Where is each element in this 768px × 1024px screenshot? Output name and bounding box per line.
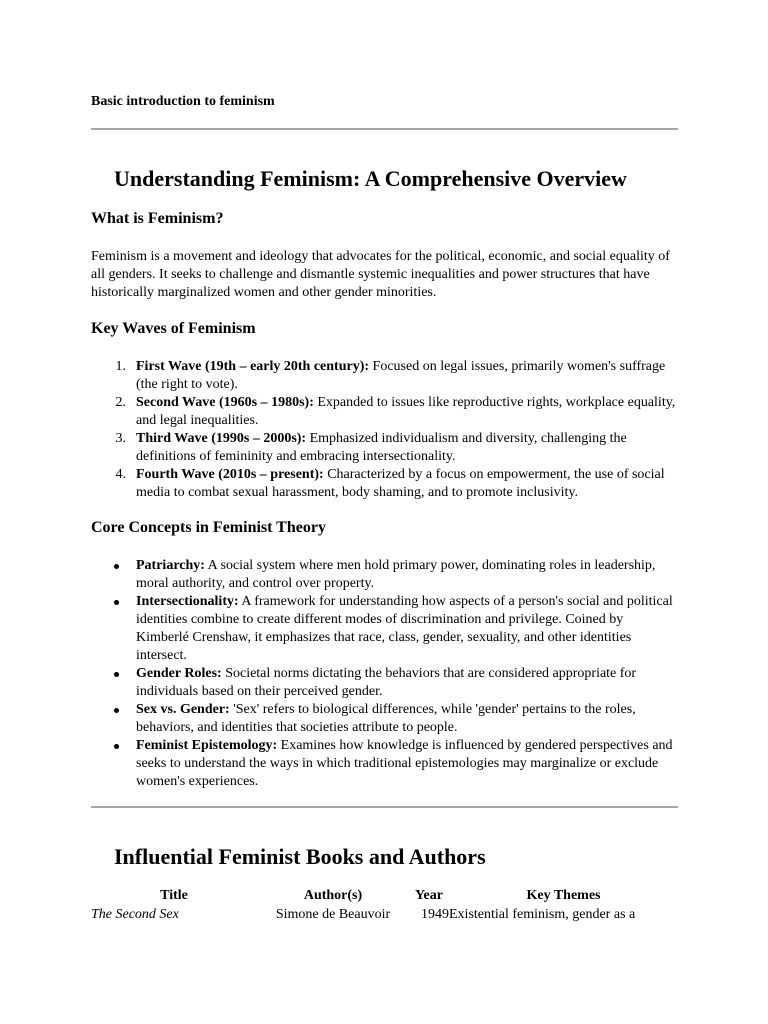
concept-term: Feminist Epistemology: — [136, 738, 278, 753]
wave-description: Characterized by a focus on empowerment, the use of social media to combat sexual harassment, body shaming, and to promote inclusivity. — [136, 467, 665, 500]
book-title-cell: The Second Sex — [91, 907, 179, 922]
bullet-icon — [114, 744, 119, 749]
concept-description: A social system where men hold primary power, dominating roles in leadership, moral authority, and control over property. — [136, 558, 656, 591]
list-item — [91, 665, 678, 701]
concept-term: Patriarchy: — [136, 558, 205, 573]
books-heading: Influential Feminist Books and Authors — [114, 844, 486, 869]
document-title: Basic introduction to feminism — [91, 94, 275, 109]
list-item — [91, 358, 678, 394]
list-number: 1. — [115, 359, 126, 374]
column-header-authors: Author(s) — [303, 888, 363, 903]
wave-description: Focused on legal issues, primarily women's suffrage (the right to vote). — [136, 359, 666, 392]
section-heading-waves: Key Waves of Feminism — [91, 320, 256, 337]
concept-description: Examines how knowledge is influenced by gendered perspectives and seeks to understand the ways in which traditional epistemologies may marginalize or exclude women's experiences. — [136, 738, 673, 789]
concept-term: Sex vs. Gender: — [136, 702, 230, 717]
column-header-key-themes: Key Themes — [526, 888, 601, 903]
concept-description: A framework for understanding how aspects of a person's social and political identities combine to create different modes of discrimination and privilege. Coined by Kimberlé Crenshaw, it emphasizes that race, class, gender, sexuality, and other identities intersect. — [136, 594, 673, 663]
bullet-icon — [114, 708, 119, 713]
concepts-list — [91, 557, 678, 791]
table-row — [91, 906, 678, 925]
list-item — [91, 430, 678, 466]
section-heading-what-is: What is Feminism? — [91, 210, 224, 227]
list-number: 4. — [115, 467, 126, 482]
bullet-icon — [114, 672, 119, 677]
wave-description: Expanded to issues like reproductive rights, workplace equality, and legal inequalities. — [136, 395, 676, 428]
column-header-year: Year — [415, 888, 443, 903]
top-divider — [91, 128, 678, 130]
book-themes-cell: Existential feminism, gender as a — [449, 907, 636, 922]
concept-description: Societal norms dictating the behaviors that are considered appropriate for individuals based on their perceived gender. — [136, 666, 637, 699]
concept-description: 'Sex' refers to biological differences, while 'gender' pertains to the roles, behaviors, and identities that societies attribute to people. — [136, 702, 636, 735]
wave-term: First Wave (19th – early 20th century): — [136, 359, 370, 374]
bullet-icon — [114, 564, 119, 569]
concept-term: Intersectionality: — [136, 594, 239, 609]
list-number: 2. — [115, 395, 126, 410]
column-header-title: Title — [160, 888, 188, 903]
list-item — [91, 394, 678, 430]
list-item — [91, 466, 678, 502]
main-heading: Understanding Feminism: A Comprehensive Overview — [114, 166, 627, 191]
section-divider — [91, 806, 678, 808]
list-item — [91, 593, 678, 665]
book-author-cell: Simone de Beauvoir — [275, 907, 391, 922]
waves-list — [91, 358, 678, 502]
section-heading-concepts: Core Concepts in Feminist Theory — [91, 519, 326, 536]
what-is-paragraph: Feminism is a movement and ideology that advocates for the political, economic, and social equality of all genders. It seeks to challenge and dismantle systemic inequalities and power structures that have historically marginalized women and other gender minorities. — [91, 249, 670, 300]
table-header-row — [91, 887, 678, 906]
bullet-icon — [114, 600, 119, 605]
book-year-cell: 1949 — [421, 907, 449, 922]
books-table — [91, 887, 678, 925]
wave-description: Emphasized individualism and diversity, challenging the definitions of femininity and embracing intersectionality. — [136, 431, 627, 464]
wave-term: Third Wave (1990s – 2000s): — [136, 431, 307, 446]
list-item — [91, 701, 678, 737]
concept-term: Gender Roles: — [136, 666, 222, 681]
list-number: 3. — [115, 431, 126, 446]
list-item — [91, 557, 678, 593]
wave-term: Second Wave (1960s – 1980s): — [136, 395, 314, 410]
wave-term: Fourth Wave (2010s – present): — [136, 467, 324, 482]
list-item — [91, 737, 678, 791]
